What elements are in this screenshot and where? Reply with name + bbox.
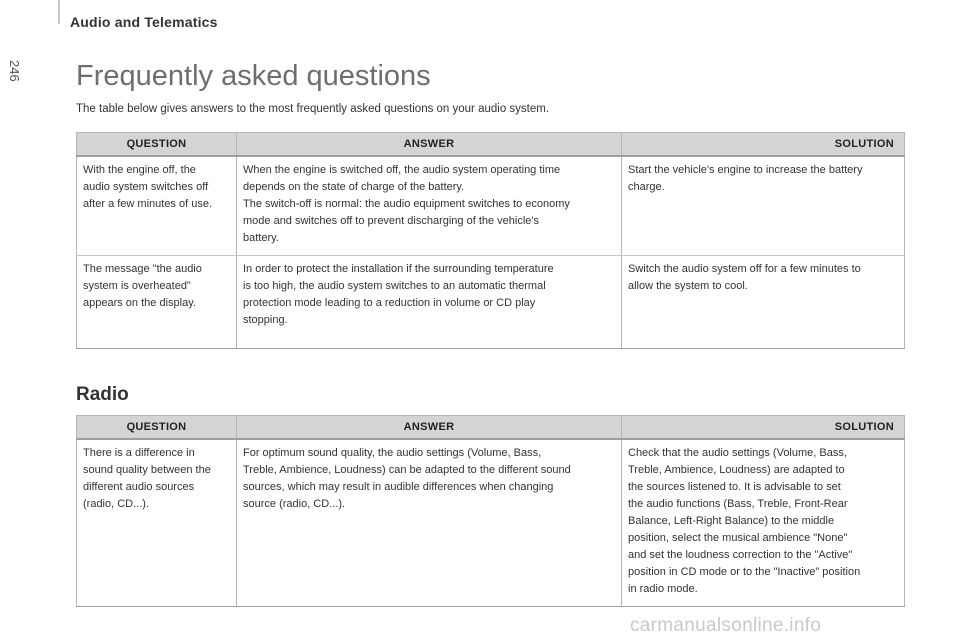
table-row bbox=[77, 439, 905, 607]
table-row bbox=[77, 256, 905, 349]
page-title: Frequently asked questions bbox=[76, 60, 431, 92]
column-header-answer: ANSWER bbox=[237, 416, 622, 440]
column-header-answer: ANSWER bbox=[237, 133, 622, 157]
table-header-row bbox=[77, 416, 905, 440]
answer-cell: In order to protect the installation if the surrounding temperature is too high, the audio system switches to an automatic thermal protection mode leading to a reduction in volume or CD play stopping. bbox=[237, 256, 622, 349]
question-cell: There is a difference in sound quality between the different audio sources (radio, CD...). bbox=[77, 439, 237, 607]
question-cell: The message "the audio system is overheated" appears on the display. bbox=[77, 256, 237, 349]
intro-text: The table below gives answers to the most frequently asked questions on your audio system. bbox=[76, 103, 550, 115]
answer-cell: For optimum sound quality, the audio settings (Volume, Bass, Treble, Ambience, Loudness) can be adapted to the different sound sources, which may result in audible differences when changing source (radio, CD...). bbox=[237, 439, 622, 607]
section-header: Audio and Telematics bbox=[70, 14, 218, 30]
column-header-solution: SOLUTION bbox=[622, 416, 905, 440]
column-header-question: QUESTION bbox=[77, 133, 237, 157]
answer-cell: When the engine is switched off, the audio system operating time depends on the state of charge of the battery. The switch-off is normal: the audio equipment switches to economy mode and switches off to prevent discharging of the vehicle's battery. bbox=[237, 156, 622, 256]
solution-cell: Start the vehicle's engine to increase the battery charge. bbox=[622, 156, 905, 256]
solution-cell: Check that the audio settings (Volume, Bass, Treble, Ambience, Loudness) are adapted to the sources listened to. It is advisable to set the audio functions (Bass, Treble, Front-Rear Balance, Left-Right Balance) to the middle position, select the musical ambience "None" and set the loudness correction to the "Active" position in CD mode or to the "Inactive" position in radio mode. bbox=[622, 439, 905, 607]
column-header-solution: SOLUTION bbox=[622, 133, 905, 157]
table-row bbox=[77, 156, 905, 256]
header-rule bbox=[58, 0, 60, 24]
question-cell: With the engine off, the audio system switches off after a few minutes of use. bbox=[77, 156, 237, 256]
radio-heading: Radio bbox=[76, 384, 129, 405]
column-header-question: QUESTION bbox=[77, 416, 237, 440]
table-header-row bbox=[77, 133, 905, 157]
faq-table bbox=[76, 132, 905, 349]
solution-cell: Switch the audio system off for a few minutes to allow the system to cool. bbox=[622, 256, 905, 349]
page-number: 246 bbox=[7, 60, 22, 82]
watermark: carmanualsonline.info bbox=[630, 615, 822, 636]
radio-faq-table bbox=[76, 415, 905, 607]
